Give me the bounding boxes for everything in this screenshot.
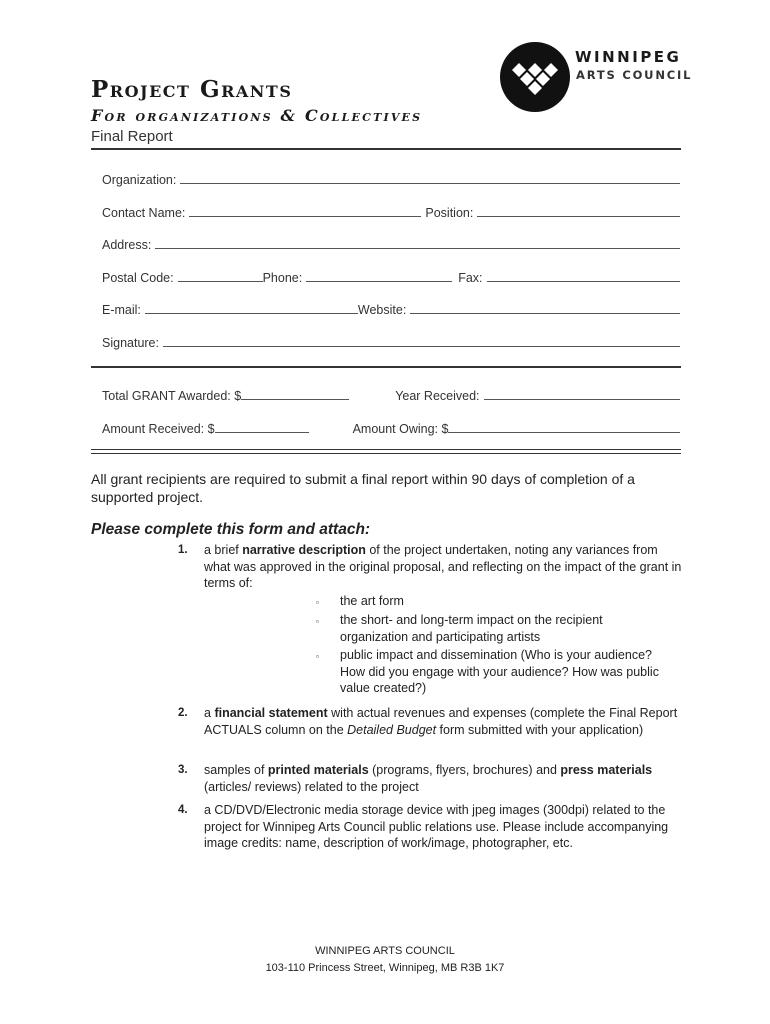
postal-row (102, 265, 680, 285)
address-field[interactable] (155, 247, 680, 249)
item-number: 2. (178, 707, 188, 719)
attach-heading: Please complete this form and attach: (91, 521, 371, 538)
email-row (102, 297, 680, 317)
item-text: a CD/DVD/Electronic media storage device with jpeg images (300dpi) related to the project for Winnipeg Arts Council public relations use. Please include accompanying image credits: name, description of work/image, photographer, etc. (204, 803, 669, 850)
phone-field[interactable] (306, 280, 452, 282)
item-text: a financial statement with actual revenues and expenses (complete the Final Report ACTUALS column on the Detailed Budget form submitted with your application) (204, 706, 678, 737)
signature-row (102, 330, 680, 350)
sub-list-item: ▫ the art form (316, 593, 666, 610)
item-number: 4. (178, 804, 188, 816)
email-label: E-mail: (102, 303, 141, 317)
list-item (178, 542, 683, 592)
report-label: Final Report (91, 128, 173, 145)
page-subtitle: For organizations & Collectives (91, 106, 423, 125)
item-text: a brief narrative description of the project undertaken, noting any variances from what was approved in the original proposal, and reflecting on the impact of the grant in terms of: (204, 543, 682, 590)
logo-subname: ARTS COUNCIL (576, 68, 693, 82)
amount-owing-label: Amount Owing: $ (352, 422, 449, 436)
amount-received-label: Amount Received: $ (102, 422, 215, 436)
item-text: samples of printed materials (programs, flyers, brochures) and press materials (articles/ reviews) related to the project (204, 763, 653, 794)
footer-address: 103-110 Princess Street, Winnipeg, MB R3B 1K7 (265, 962, 505, 974)
sub-list-item: ▫ the short- and long-term impact on the recipient organization and participating artists (316, 613, 603, 644)
total-awarded-field[interactable] (241, 398, 349, 400)
page-title: Project Grants (91, 76, 293, 103)
postal-code-field[interactable] (178, 280, 263, 282)
fax-field[interactable] (487, 280, 680, 282)
fax-label: Fax: (458, 271, 483, 285)
logo-name: WINNIPEG (575, 48, 682, 66)
position-field[interactable] (477, 215, 680, 217)
amount-received-field[interactable] (215, 431, 309, 433)
diamond-mark-icon (500, 42, 570, 112)
signature-label: Signature: (102, 336, 159, 350)
year-received-field[interactable] (484, 398, 680, 400)
website-field[interactable] (410, 312, 680, 314)
contact-name-label: Contact Name: (102, 206, 186, 220)
contact-name-field[interactable] (189, 215, 421, 217)
list-item (178, 705, 683, 738)
signature-field[interactable] (163, 345, 680, 347)
item-number: 1. (178, 544, 188, 556)
footer-organization: WINNIPEG ARTS COUNCIL (315, 945, 455, 957)
bullet-icon: ▫ (316, 598, 319, 607)
bullet-icon: ▫ (316, 617, 319, 626)
list-item (178, 762, 683, 795)
item-number: 3. (178, 764, 188, 776)
total-awarded-label: Total GRANT Awarded: $ (102, 389, 242, 403)
organization-label: Organization: (102, 173, 177, 187)
form-end-divider (91, 449, 681, 454)
organization-field[interactable] (180, 182, 680, 184)
sub-list-item: ▫ public impact and dissemination (Who is your audience? How did you engage with your audience? How was public value created?) (316, 648, 659, 695)
year-received-label: Year Received: (395, 389, 480, 403)
address-row (102, 232, 680, 252)
amount-owing-field[interactable] (448, 431, 680, 433)
email-field[interactable] (145, 312, 358, 314)
intro-text: All grant recipients are required to submit a final report within 90 days of completion of a supported project. (91, 471, 635, 505)
header-divider (91, 148, 681, 150)
postal-code-label: Postal Code: (102, 271, 174, 285)
website-label: Website: (357, 303, 407, 317)
position-label: Position: (425, 206, 474, 220)
bullet-icon: ▫ (316, 652, 319, 661)
phone-label: Phone: (262, 271, 303, 285)
amount-row (102, 416, 680, 436)
logo-mark (500, 42, 570, 112)
contact-row (102, 200, 680, 220)
section-divider (91, 366, 681, 368)
organization-row (102, 167, 680, 187)
list-item (178, 802, 683, 852)
address-label: Address: (102, 238, 152, 252)
grant-awarded-row (102, 383, 680, 403)
